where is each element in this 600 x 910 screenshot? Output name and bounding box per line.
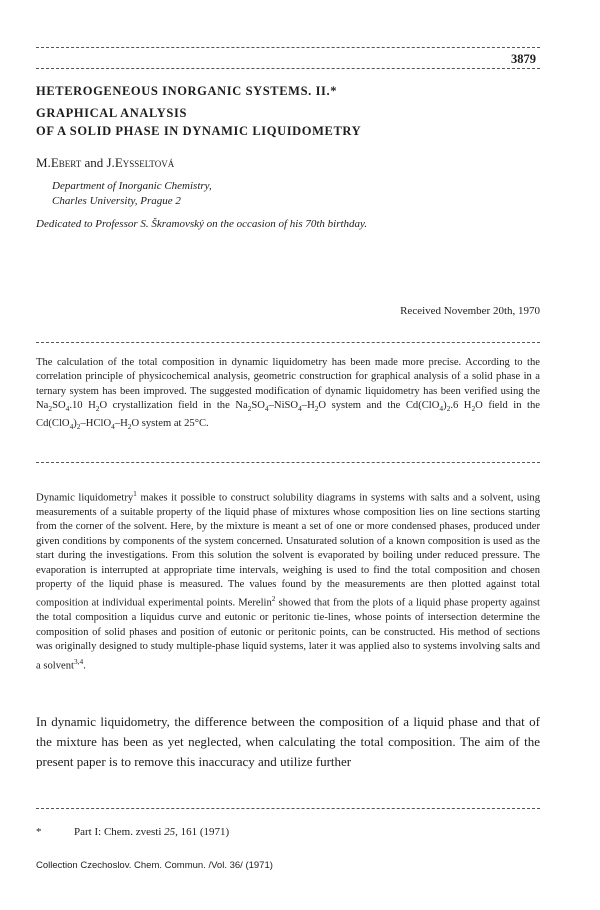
footnote: * Part I: Chem. zvesti 25, 161 (1971)	[36, 826, 230, 838]
authors-and: and	[81, 155, 107, 170]
authors	[36, 155, 174, 171]
author-1-name: Ebert	[50, 155, 82, 170]
received-date: Received November 20th, 1970	[400, 305, 540, 317]
title-line-3: OF A SOLID PHASE IN DYNAMIC LIQUIDOMETRY	[36, 124, 362, 138]
affiliation-line-2: Charles University, Prague 2	[52, 195, 181, 207]
body-paragraph-1: Dynamic liquidometry$^1$ makes it possible to construct solubility diagrams in systems with salts and a solvent, using measurements of a suitable property of the liquid phase of mixtures whose composition lies on line sections starting from the corner of the solvent. Here, by the mixture is meant a set of one or more condensed phases, produced under given conditions by components of the system concerned. Unsaturated solution of a known composition is used as the start during the investigations. From this solution the solvent is evaporated by boiling under reduced pressure. The evaporation is interrupted at appropriate time intervals, weighing is used to find the total composition and chosen property of the liquid phase is measured. The values found by the measurements are then plotted against total composition at individual experimental points. Merelin$^2$ showed that from the plots of a liquid phase property against the total composition a liquidus curve and eutonic or peritonic tie-lines, whose points of intersection determine the composition of solid phases and position of eutonic or peritonic points, can be constructed. His method of sections was originally designed to study multiple-phase liquid systems, later it was applied also to systems involving salts and a solvent$^{3,4}$.	[36, 489, 540, 672]
author-2-name: Eysseltová	[114, 155, 175, 170]
title-line-2: GRAPHICAL ANALYSIS	[36, 106, 188, 120]
page-number: 3879	[511, 52, 536, 66]
header-rule	[36, 47, 540, 48]
header-rule-lower	[36, 68, 540, 69]
journal-footer: Collection Czechoslov. Chem. Commun. /Vol. 36/ (1971)	[36, 860, 273, 871]
body-paragraph-2: In dynamic liquidometry, the difference between the composition of a liquid phase and that of the mixture has been as yet neglected, when calculating the total composition. The aim of the present paper is to remove this inaccuracy and utilize further	[36, 714, 540, 769]
dedication: Dedicated to Professor S. Škramovský on the occasion of his 70th birthday.	[36, 218, 368, 230]
author-2-initial: J.	[106, 155, 115, 170]
footnote-volume: 25	[164, 826, 176, 838]
footnote-mark: *	[36, 826, 42, 838]
abstract-rule-top	[36, 342, 540, 343]
affiliation-line-1: Department of Inorganic Chemistry,	[52, 180, 212, 192]
author-1-initial: M.	[36, 155, 51, 170]
abstract-rule-bottom	[36, 462, 540, 463]
abstract: The calculation of the total composition in dynamic liquidometry has been made more precise. According to the correlation principle of physicochemical analysis, geometric construction for graphical analysis of a solid phase in a ternary system has been improved. The suggested modification of dynamic liquidometry has been verified using the $Na_2SO_4.10$ $H_2O$ crystallization field in the $Na_2SO_4-NiSO_4-H_2O$ system and the $Cd(ClO_4)_2.6$ $H_2O$ field in the $Cd(ClO_4)_2-HClO_4-H_2O$ system at 25°C.	[36, 357, 540, 431]
footnote-rule	[36, 808, 540, 809]
title-line-1: HETEROGENEOUS INORGANIC SYSTEMS. II.*	[36, 84, 338, 98]
